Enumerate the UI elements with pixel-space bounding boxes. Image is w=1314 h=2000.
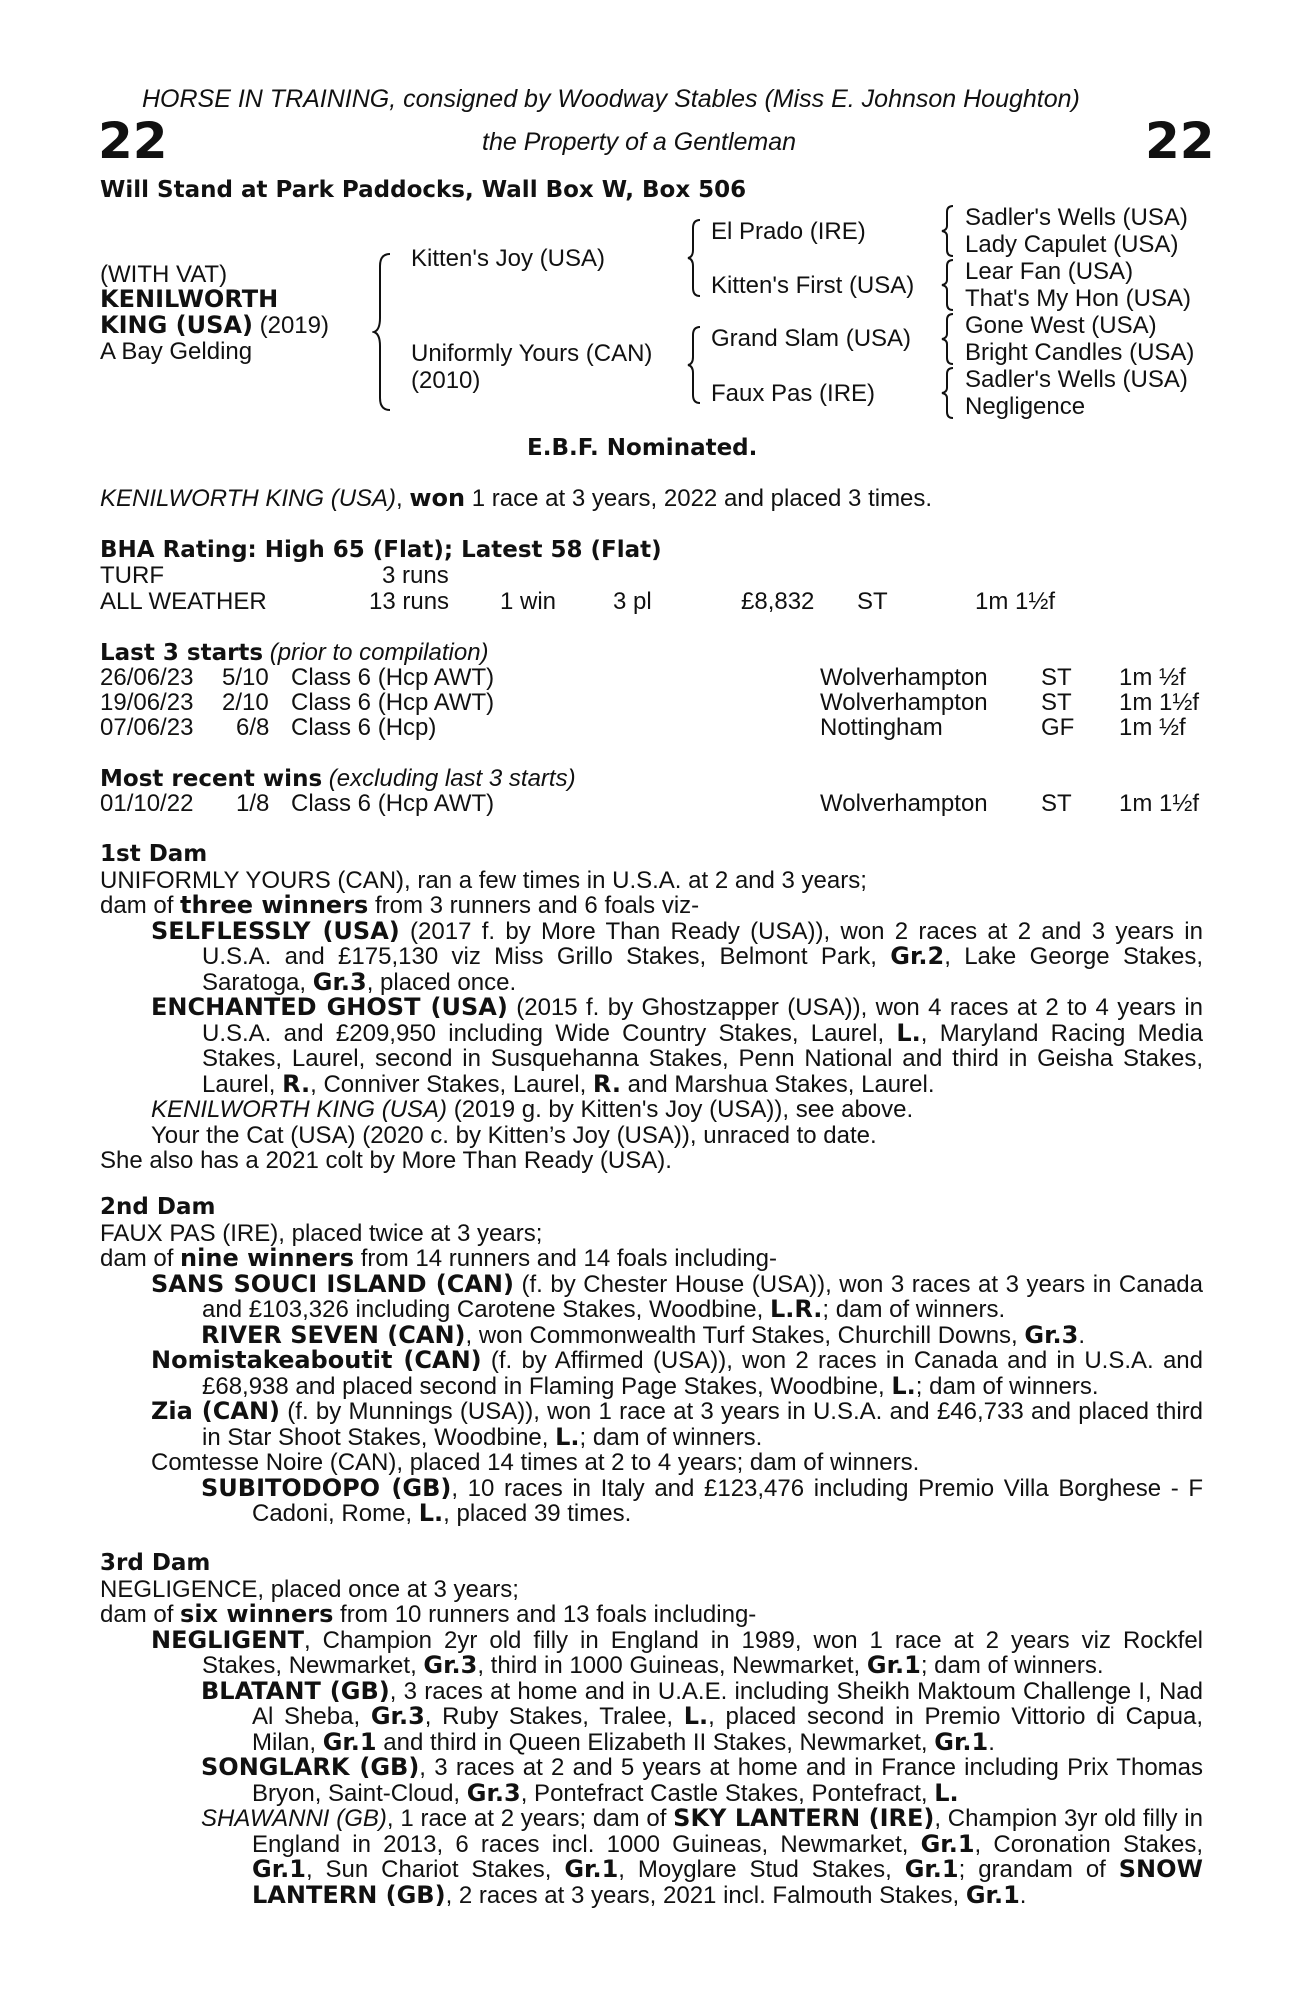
pedigree-gg5: Gone West (USA) [965,312,1157,339]
race-row-going: ST [1041,689,1072,716]
winner-count: six winners [180,1600,334,1628]
win-row-course: Wolverhampton [820,790,988,817]
text: , 10 races in Italy and £123,476 including Premio Villa Borghese - F Cadoni, Rome, [252,1474,1204,1527]
last-starts-subtitle: (prior to compilation) [263,639,489,666]
race-row-class: Class 6 (Hcp AWT) [291,689,495,716]
grade: R. [282,1069,311,1098]
horse-year: (2019) [252,312,329,339]
win-row-distance: 1m 1½f [1119,790,1200,817]
race-row-distance: 1m 1½f [1119,689,1200,716]
text: (2017 f. by More Than Ready (USA)), won 2 races at 2 and 3 years in U.S.A. and £175,130 viz Miss Grillo Stakes, Belmont Park, [202,917,1203,970]
produce-name: ENCHANTED GHOST (USA) [151,993,508,1021]
text: , Champion 2yr old filly in England in 1989, won 1 race at 2 years viz Rockfel Stakes, Newmarket, [202,1626,1203,1679]
grade: L.R. [769,1295,823,1323]
grade: Gr.1 [934,1727,989,1756]
race-row-distance: 1m ½f [1119,714,1186,741]
produce-entry: Comtesse Noire (CAN), placed 14 times at 2 to 4 years; dam of winners. [151,1449,920,1476]
race-row-date: 19/06/23 [100,689,194,716]
pedigree-dam: Uniformly Yours (CAN) [411,340,653,367]
grade: Gr.1 [904,1855,959,1883]
vat-label: (WITH VAT) [100,261,228,288]
ebf-nominated: E.B.F. Nominated. [527,435,758,461]
pedigree-brace-g3 [940,312,956,366]
produce-entry [100,1320,1203,1349]
produce-name: SHAWANNI (GB) [201,1805,387,1832]
race-row-course: Nottingham [820,714,943,741]
third-dam-title: 3rd Dam [100,1550,211,1576]
text: , Lake George Stakes, Saratoga, [202,943,1204,996]
text: , Sun Chariot Stakes, [305,1856,565,1883]
text: ; grandam of [958,1856,1119,1883]
race-row-course: Wolverhampton [820,664,988,691]
aw-distance: 1m 1½f [975,588,1056,615]
grade: R. [592,1069,621,1098]
lot-number-left: 22 [98,112,168,170]
produce-name: Nomistakeaboutit (CAN) [151,1346,482,1374]
first-dam-line2 [100,893,1203,919]
pedigree-sire-dam: Kitten's First (USA) [711,272,915,299]
produce-name: BLATANT (GB) [201,1676,390,1705]
race-row-date: 07/06/23 [100,714,194,741]
win-row-date: 01/10/22 [100,790,194,817]
produce-name: SONGLARK (GB) [201,1753,420,1781]
text: (f. by Chester House (USA)), won 3 races at 3 years in Canada and £103,326 including Carotene Stakes, Woodbine, [202,1270,1203,1323]
text: . [988,1728,995,1756]
horse-name-part2: KING (USA) [100,311,253,339]
grade: Gr.1 [866,1651,921,1679]
text: and Marshua Stakes, Laurel. [620,1070,935,1098]
pedigree-gg8: Negligence [965,393,1086,420]
text: (f. by Munnings (USA)), won 1 race at 3 years in U.S.A. and £46,733 and placed third in Star Shoot Stakes, Woodbine, [202,1398,1204,1451]
pedigree-gg1: Sadler's Wells (USA) [965,204,1188,231]
pedigree-gg2: Lady Capulet (USA) [965,231,1179,258]
race-row-date: 26/06/23 [100,664,194,691]
race-row-pos: 5/10 [222,664,269,691]
race-summary: KENILWORTH KING (USA), won 1 race at 3 years, 2022 and placed 3 times. [100,484,933,512]
pedigree-brace-g2 [940,258,956,312]
pedigree-sire-sire: El Prado (IRE) [711,218,866,245]
produce-entry [100,1473,1204,1527]
turf-label: TURF [100,562,164,589]
produce-name: Zia (CAN) [151,1397,281,1425]
race-row-pos: 2/10 [222,689,269,716]
produce-name: KENILWORTH KING (USA) [151,1096,448,1123]
text: dam of [100,1245,181,1272]
text: (2019 g. by Kitten's Joy (USA)), see above. [447,1096,914,1123]
second-dam-line2 [100,1246,1203,1272]
text: . [1019,1881,1027,1909]
aw-earnings: £8,832 [741,588,815,615]
produce-name: NEGLIGENT [151,1625,304,1654]
pedigree-gg4: That's My Hon (USA) [965,285,1191,312]
summary-won: won [409,484,466,512]
third-dam-section [100,1551,1203,1908]
text: , Moyglare Stud Stakes, [618,1856,905,1883]
win-row-going: ST [1041,790,1072,817]
race-row-class: Class 6 (Hcp AWT) [291,664,495,691]
recent-wins-heading [100,766,576,793]
pedigree-brace-dam [686,325,704,405]
text: , Pontefract Castle Stakes, Pontefract, [520,1779,935,1807]
grade: L. [683,1702,709,1730]
third-dam-line2 [100,1602,1203,1628]
pedigree-dam-year: (2010) [411,367,481,394]
grade: Gr.1 [322,1727,377,1756]
grade: Gr.2 [890,942,945,970]
summary-rest: 1 race at 3 years, 2022 and placed 3 times. [465,485,933,512]
produce-name: RIVER SEVEN (CAN) [201,1320,466,1349]
winner-count: three winners [180,891,369,919]
aw-placed: 3 pl [613,588,652,615]
pedigree-dam-dam: Faux Pas (IRE) [711,380,876,407]
text: from 10 runners and 13 foals including- [333,1601,757,1628]
race-row-course: Wolverhampton [820,689,988,716]
pedigree-brace-sire [686,218,704,298]
horse-name-line1: KENILWORTH [100,285,279,313]
text: (2015 f. by Ghostzapper (USA)), won 4 races at 2 to 4 years in U.S.A. and £209,950 including Wide Country Stakes, Laurel, [202,994,1203,1047]
consignment-line: HORSE IN TRAINING, consigned by Woodway Stables (Miss E. Johnson Houghton) [142,85,1080,113]
grade: Gr.3 [466,1778,521,1807]
pedigree-brace-main [372,252,394,412]
grade: Gr.3 [370,1702,425,1730]
text: ; dam of winners. [920,1652,1104,1679]
first-dam-line1: UNIFORMLY YOURS (CAN), ran a few times in U.S.A. at 2 and 3 years; [100,866,867,894]
property-line: the Property of a Gentleman [482,128,797,156]
text: , 3 races at home and in U.A.E. including Sheikh Maktoum Challenge I, Nad Al Sheba, [252,1677,1203,1730]
win-row-class: Class 6 (Hcp AWT) [291,790,495,817]
text: , 3 races at 2 and 5 years at home and in France including Prix Thomas Bryon, Saint-Cloud, [252,1754,1204,1807]
second-dam-section [100,1195,1203,1527]
grade: L. [891,1371,916,1400]
grade: Gr.1 [252,1855,306,1883]
text: (f. by Affirmed (USA)), won 2 races in Canada and in U.S.A. and £68,938 and placed second in Flaming Page Stakes, Woodbine, [202,1347,1203,1400]
last-starts-heading [100,640,489,667]
produce-entry [100,1755,1203,1806]
aw-wins: 1 win [500,588,557,615]
race-row-going: GF [1041,714,1075,741]
text: from 3 runners and 6 foals viz- [368,892,700,919]
text: , placed 39 times. [443,1500,632,1527]
summary-horse-name: KENILWORTH KING (USA) [100,485,397,512]
text: , Champion 3yr old filly in England in 2013, 6 races incl. 1000 Guineas, Newmarket, [252,1805,1203,1858]
text: dam of [100,1601,181,1628]
produce-entry [100,1676,1203,1756]
bha-rating: BHA Rating: High 65 (Flat); Latest 58 (Flat) [100,537,662,563]
text: , third in 1000 Guineas, Newmarket, [477,1652,867,1679]
pedigree-sire: Kitten's Joy (USA) [411,245,605,272]
grade: Gr.3 [312,967,367,996]
race-row-distance: 1m ½f [1119,664,1186,691]
produce-name: SUBITODOPO (GB) [201,1473,452,1502]
aw-going: ST [857,588,888,615]
produce-entry [100,1625,1203,1679]
text: dam of [100,892,181,919]
produce-entry [100,1269,1203,1323]
pedigree-brace-g1 [940,204,956,258]
text: . [1078,1321,1086,1349]
produce-name: SNOW LANTERN (GB) [252,1855,1203,1909]
recent-wins-title: Most recent wins [100,766,323,792]
text: , 1 race at 2 years; dam of [386,1805,674,1832]
grade: Gr.1 [564,1855,619,1883]
first-dam-note: She also has a 2021 colt by More Than Ready (USA). [100,1147,672,1174]
first-dam-title: 1st Dam [100,841,208,867]
produce-entry: Your the Cat (USA) (2020 c. by Kitten’s Joy (USA)), unraced to date. [151,1121,877,1149]
turf-runs: 3 runs [382,562,449,589]
produce-name: SELFLESSLY (USA) [151,916,400,945]
race-row-pos: 6/8 [236,714,270,741]
grade: Gr.1 [965,1880,1020,1909]
second-dam-title: 2nd Dam [100,1194,216,1220]
produce-entry [100,995,1203,1097]
text: , Maryland Racing Media Stakes, Laurel, second in Susquehanna Stakes, Penn National and third in Geisha Stakes, Laurel, [202,1019,1203,1098]
last-starts-title: Last 3 starts [100,640,264,666]
produce-name: SANS SOUCI ISLAND (CAN) [151,1269,514,1298]
text: ; dam of winners. [915,1372,1099,1400]
grade: Gr.3 [423,1651,478,1679]
horse-description: A Bay Gelding [100,338,253,365]
pedigree-gg7: Sadler's Wells (USA) [965,366,1188,393]
grade: L. [555,1422,580,1451]
text: from 14 runners and 14 foals including- [354,1245,777,1272]
grade: L. [418,1499,444,1527]
stand-line: Will Stand at Park Paddocks, Wall Box W, Box 506 [100,177,747,203]
produce-name: SKY LANTERN (IRE) [673,1804,935,1832]
text: , placed second in Premio Vittorio di Capua, Milan, [252,1703,1203,1756]
grade: L. [934,1778,959,1807]
text: , Coronation Stakes, [974,1830,1203,1858]
pedigree-gg6: Bright Candles (USA) [965,339,1195,366]
produce-entry [100,916,1204,996]
grade: Gr.1 [920,1829,975,1858]
text: and third in Queen Elizabeth II Stakes, Newmarket, [376,1728,935,1756]
race-row-going: ST [1041,664,1072,691]
horse-name-line2 [100,313,329,339]
text: , won Commonwealth Turf Stakes, Churchill Downs, [465,1321,1025,1349]
second-dam-line1: FAUX PAS (IRE), placed twice at 3 years; [100,1219,543,1247]
recent-wins-subtitle: (excluding last 3 starts) [322,765,576,792]
produce-entry [100,1806,1203,1908]
race-row-class: Class 6 (Hcp) [291,714,437,741]
pedigree-dam-sire: Grand Slam (USA) [711,325,912,352]
text: ; dam of winners. [822,1296,1006,1323]
winner-count: nine winners [180,1244,355,1272]
win-row-pos: 1/8 [236,790,270,817]
text: ; dam of winners. [579,1423,763,1451]
text: , Conniver Stakes, Laurel, [310,1070,593,1098]
first-dam-section [100,842,1203,1174]
aw-runs: 13 runs [369,588,450,615]
produce-entry [100,1399,1203,1450]
pedigree-gg3: Lear Fan (USA) [965,258,1134,285]
lot-number-right: 22 [1145,112,1215,170]
text: , Ruby Stakes, Tralee, [424,1703,684,1730]
produce-entry [100,1097,1203,1123]
pedigree-brace-g4 [940,366,956,420]
grade: Gr.3 [1024,1320,1079,1349]
aw-label: ALL WEATHER [100,588,267,615]
grade: L. [896,1018,921,1047]
produce-entry [100,1348,1203,1399]
text: , placed once. [366,968,517,996]
text: , 2 races at 3 years, 2021 incl. Falmouth Stakes, [445,1881,966,1909]
third-dam-line1: NEGLIGENCE, placed once at 3 years; [100,1575,519,1603]
